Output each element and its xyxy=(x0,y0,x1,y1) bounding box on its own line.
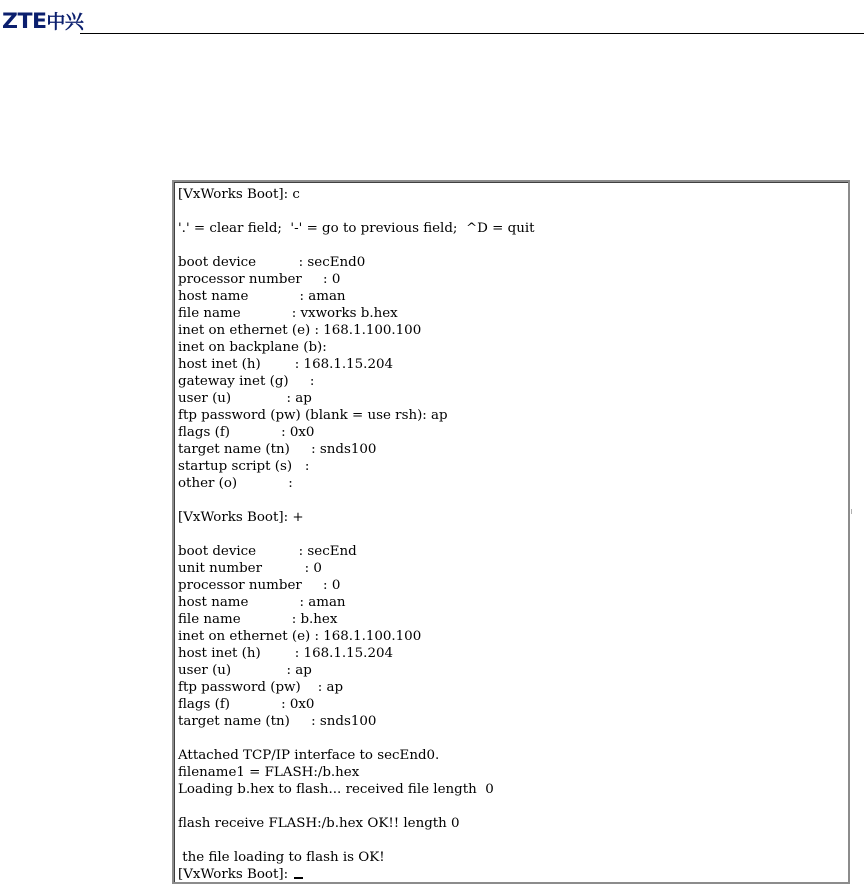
terminal-line: target name (tn) : snds100 xyxy=(178,442,377,457)
terminal-line: unit number : 0 xyxy=(178,561,322,576)
terminal-line xyxy=(178,730,535,747)
terminal-line: Loading b.hex to flash... received file length 0 xyxy=(178,782,494,797)
terminal-output xyxy=(178,186,535,883)
terminal-line: other (o) : xyxy=(178,476,293,491)
terminal-line: flags (f) : 0x0 xyxy=(178,697,315,712)
terminal-line: flags (f) : 0x0 xyxy=(178,425,315,440)
terminal-window[interactable] xyxy=(172,180,850,884)
terminal-line xyxy=(178,237,535,254)
terminal-line xyxy=(178,832,535,849)
scrollbar-tick xyxy=(851,509,852,514)
header-divider xyxy=(80,33,864,34)
terminal-line: ftp password (pw) (blank = use rsh): ap xyxy=(178,408,448,423)
page-header xyxy=(0,0,864,40)
terminal-line: flash receive FLASH:/b.hex OK!! length 0 xyxy=(178,816,460,831)
terminal-line: inet on ethernet (e) : 168.1.100.100 xyxy=(178,629,422,644)
terminal-line: host inet (h) : 168.1.15.204 xyxy=(178,646,394,661)
terminal-line: file name : b.hex xyxy=(178,612,338,627)
terminal-line: processor number : 0 xyxy=(178,272,341,287)
terminal-line: file name : vxworks b.hex xyxy=(178,306,398,321)
terminal-line: inet on ethernet (e) : 168.1.100.100 xyxy=(178,323,422,338)
terminal-line: host inet (h) : 168.1.15.204 xyxy=(178,357,394,372)
logo-latin-text: ZTE xyxy=(2,9,47,33)
terminal-prompt-line[interactable] xyxy=(178,866,535,883)
logo-cjk-text: 中兴 xyxy=(46,11,84,33)
terminal-line: gateway inet (g) : xyxy=(178,374,315,389)
terminal-line: '.' = clear field; '-' = go to previous field; ^D = quit xyxy=(178,221,535,236)
terminal-line: host name : aman xyxy=(178,289,346,304)
terminal-line: user (u) : ap xyxy=(178,663,312,678)
terminal-line: filename1 = FLASH:/b.hex xyxy=(178,765,360,780)
terminal-line: the file loading to flash is OK! xyxy=(178,850,385,865)
terminal-line: ftp password (pw) : ap xyxy=(178,680,344,695)
terminal-line: startup script (s) : xyxy=(178,459,310,474)
terminal-line xyxy=(178,798,535,815)
terminal-line: [VxWorks Boot]: c xyxy=(178,187,300,202)
terminal-line xyxy=(178,492,535,509)
terminal-line: host name : aman xyxy=(178,595,346,610)
zte-logo xyxy=(2,8,83,34)
terminal-line: inet on backplane (b): xyxy=(178,340,327,355)
terminal-line: [VxWorks Boot]: + xyxy=(178,510,304,525)
terminal-line xyxy=(178,526,535,543)
terminal-line: boot device : secEnd0 xyxy=(178,255,366,270)
terminal-line: target name (tn) : snds100 xyxy=(178,714,377,729)
terminal-line xyxy=(178,203,535,220)
terminal-line: processor number : 0 xyxy=(178,578,341,593)
terminal-line: user (u) : ap xyxy=(178,391,312,406)
text-cursor xyxy=(294,877,303,879)
terminal-line: boot device : secEnd xyxy=(178,544,357,559)
terminal-line: Attached TCP/IP interface to secEnd0. xyxy=(178,748,440,763)
terminal-prompt: [VxWorks Boot]: xyxy=(178,867,293,882)
